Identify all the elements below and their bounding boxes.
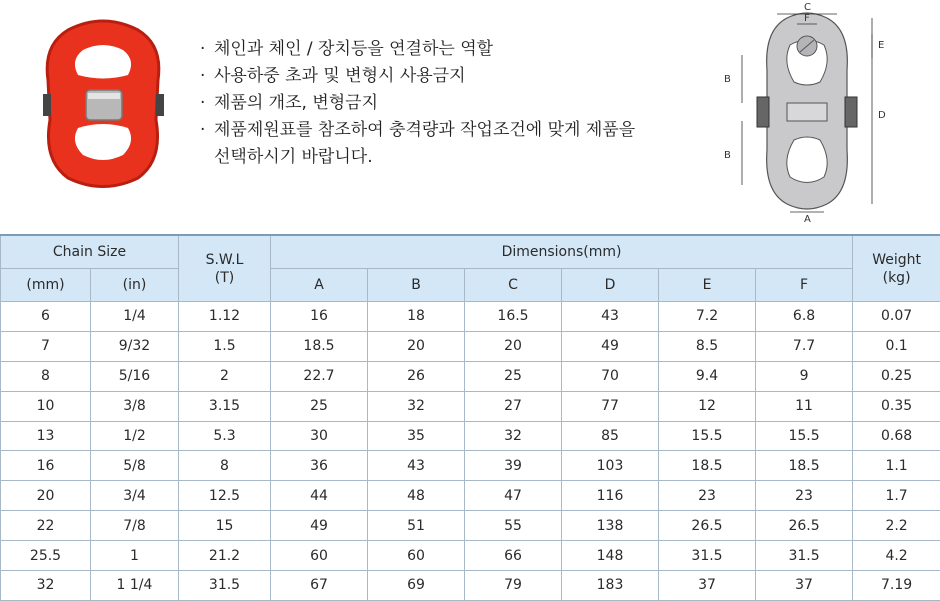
cell: 6.8 bbox=[756, 302, 853, 332]
usage-notes bbox=[200, 36, 635, 171]
cell: 60 bbox=[368, 541, 465, 571]
dim-label-f: F bbox=[804, 13, 810, 24]
mm-header: (mm) bbox=[1, 269, 91, 302]
table-row bbox=[1, 331, 940, 361]
cell: 4.2 bbox=[853, 541, 940, 571]
cell: 18.5 bbox=[271, 331, 368, 361]
cell: 18.5 bbox=[659, 451, 756, 481]
cell: 0.25 bbox=[853, 361, 940, 391]
cell: 16.5 bbox=[465, 302, 562, 332]
cell: 23 bbox=[659, 481, 756, 511]
dimension-diagram bbox=[712, 0, 922, 225]
cell: 11 bbox=[756, 391, 853, 421]
cell: 51 bbox=[368, 511, 465, 541]
cell: 32 bbox=[1, 571, 91, 601]
cell: 8 bbox=[179, 451, 271, 481]
cell: 25 bbox=[465, 361, 562, 391]
cell: 16 bbox=[271, 302, 368, 332]
cell: 0.1 bbox=[853, 331, 940, 361]
cell: 49 bbox=[271, 511, 368, 541]
cell: 1 1/4 bbox=[91, 571, 179, 601]
dim-label-b-upper: B bbox=[724, 74, 731, 85]
cell: 43 bbox=[562, 302, 659, 332]
cell: 37 bbox=[756, 571, 853, 601]
cell: 0.07 bbox=[853, 302, 940, 332]
connecting-link-photo bbox=[28, 10, 178, 190]
cell: 31.5 bbox=[659, 541, 756, 571]
cell: 44 bbox=[271, 481, 368, 511]
cell: 22 bbox=[1, 511, 91, 541]
dim-label-c: C bbox=[804, 2, 811, 13]
cell: 55 bbox=[465, 511, 562, 541]
cell: 7.7 bbox=[756, 331, 853, 361]
cell: 26.5 bbox=[659, 511, 756, 541]
cell: 3/8 bbox=[91, 391, 179, 421]
cell: 36 bbox=[271, 451, 368, 481]
cell: 32 bbox=[465, 421, 562, 451]
cell: 1.12 bbox=[179, 302, 271, 332]
cell: 26 bbox=[368, 361, 465, 391]
dim-c-header: C bbox=[465, 269, 562, 302]
cell: 32 bbox=[368, 391, 465, 421]
note-item: · 사용하중 초과 및 변형시 사용금지 bbox=[200, 63, 635, 90]
cell: 10 bbox=[1, 391, 91, 421]
header-row-2 bbox=[1, 269, 940, 302]
table-row bbox=[1, 302, 940, 332]
table-row bbox=[1, 511, 940, 541]
dim-a-header: A bbox=[271, 269, 368, 302]
cell: 15.5 bbox=[756, 421, 853, 451]
cell: 31.5 bbox=[179, 571, 271, 601]
cell: 2.2 bbox=[853, 511, 940, 541]
cell: 18.5 bbox=[756, 451, 853, 481]
dim-label-b-lower: B bbox=[724, 150, 731, 161]
cell: 116 bbox=[562, 481, 659, 511]
cell: 7/8 bbox=[91, 511, 179, 541]
cell: 1/2 bbox=[91, 421, 179, 451]
product-info-section bbox=[0, 0, 940, 232]
cell: 25.5 bbox=[1, 541, 91, 571]
cell: 21.2 bbox=[179, 541, 271, 571]
dim-d-header: D bbox=[562, 269, 659, 302]
note-item: · 체인과 체인 / 장치등을 연결하는 역할 bbox=[200, 36, 635, 63]
cell: 8.5 bbox=[659, 331, 756, 361]
cell: 67 bbox=[271, 571, 368, 601]
cell: 12.5 bbox=[179, 481, 271, 511]
note-item: · 제품제원표를 참조하여 충격량과 작업조건에 맞게 제품을 bbox=[200, 117, 635, 144]
cell: 9 bbox=[756, 361, 853, 391]
cell: 1/4 bbox=[91, 302, 179, 332]
cell: 47 bbox=[465, 481, 562, 511]
bullet: · bbox=[200, 90, 214, 117]
dim-e-header: E bbox=[659, 269, 756, 302]
header-row-1 bbox=[1, 235, 940, 269]
cell: 27 bbox=[465, 391, 562, 421]
cell: 0.68 bbox=[853, 421, 940, 451]
dimensions-header: Dimensions(mm) bbox=[271, 235, 853, 269]
cell: 37 bbox=[659, 571, 756, 601]
note-item: · 제품의 개조, 변형금지 bbox=[200, 90, 635, 117]
in-header: (in) bbox=[91, 269, 179, 302]
bullet: · bbox=[200, 117, 214, 144]
note-item-continued: 선택하시기 바랍니다. bbox=[200, 144, 635, 171]
cell: 69 bbox=[368, 571, 465, 601]
table-row bbox=[1, 391, 940, 421]
cell: 1.1 bbox=[853, 451, 940, 481]
spec-table bbox=[0, 234, 940, 601]
weight-header: Weight (kg) bbox=[853, 235, 940, 302]
cell: 70 bbox=[562, 361, 659, 391]
table-row bbox=[1, 571, 940, 601]
cell: 1.5 bbox=[179, 331, 271, 361]
cell: 3/4 bbox=[91, 481, 179, 511]
cell: 35 bbox=[368, 421, 465, 451]
cell: 7 bbox=[1, 331, 91, 361]
table-row bbox=[1, 421, 940, 451]
cell: 12 bbox=[659, 391, 756, 421]
dim-label-e: E bbox=[878, 40, 884, 51]
cell: 5/8 bbox=[91, 451, 179, 481]
table-row bbox=[1, 481, 940, 511]
cell: 138 bbox=[562, 511, 659, 541]
table-row bbox=[1, 361, 940, 391]
cell: 3.15 bbox=[179, 391, 271, 421]
cell: 18 bbox=[368, 302, 465, 332]
cell: 2 bbox=[179, 361, 271, 391]
cell: 49 bbox=[562, 331, 659, 361]
cell: 7.2 bbox=[659, 302, 756, 332]
cell: 9/32 bbox=[91, 331, 179, 361]
cell: 103 bbox=[562, 451, 659, 481]
cell: 30 bbox=[271, 421, 368, 451]
cell: 15 bbox=[179, 511, 271, 541]
cell: 9.4 bbox=[659, 361, 756, 391]
cell: 20 bbox=[368, 331, 465, 361]
cell: 79 bbox=[465, 571, 562, 601]
cell: 60 bbox=[271, 541, 368, 571]
cell: 23 bbox=[756, 481, 853, 511]
cell: 25 bbox=[271, 391, 368, 421]
dim-label-a: A bbox=[804, 214, 811, 225]
cell: 0.35 bbox=[853, 391, 940, 421]
table-row bbox=[1, 541, 940, 571]
cell: 22.7 bbox=[271, 361, 368, 391]
cell: 66 bbox=[465, 541, 562, 571]
cell: 26.5 bbox=[756, 511, 853, 541]
cell: 39 bbox=[465, 451, 562, 481]
table-row bbox=[1, 451, 940, 481]
dim-b-header: B bbox=[368, 269, 465, 302]
cell: 48 bbox=[368, 481, 465, 511]
chain-size-header: Chain Size bbox=[1, 235, 179, 269]
dim-label-d: D bbox=[878, 110, 886, 121]
cell: 8 bbox=[1, 361, 91, 391]
cell: 13 bbox=[1, 421, 91, 451]
cell: 6 bbox=[1, 302, 91, 332]
cell: 5.3 bbox=[179, 421, 271, 451]
cell: 43 bbox=[368, 451, 465, 481]
bullet: · bbox=[200, 63, 214, 90]
cell: 183 bbox=[562, 571, 659, 601]
cell: 1 bbox=[91, 541, 179, 571]
cell: 31.5 bbox=[756, 541, 853, 571]
cell: 20 bbox=[1, 481, 91, 511]
bullet: · bbox=[200, 36, 214, 63]
swl-header: S.W.L (T) bbox=[179, 235, 271, 302]
cell: 5/16 bbox=[91, 361, 179, 391]
cell: 148 bbox=[562, 541, 659, 571]
dim-f-header: F bbox=[756, 269, 853, 302]
cell: 20 bbox=[465, 331, 562, 361]
cell: 1.7 bbox=[853, 481, 940, 511]
cell: 16 bbox=[1, 451, 91, 481]
cell: 77 bbox=[562, 391, 659, 421]
cell: 85 bbox=[562, 421, 659, 451]
cell: 15.5 bbox=[659, 421, 756, 451]
cell: 7.19 bbox=[853, 571, 940, 601]
